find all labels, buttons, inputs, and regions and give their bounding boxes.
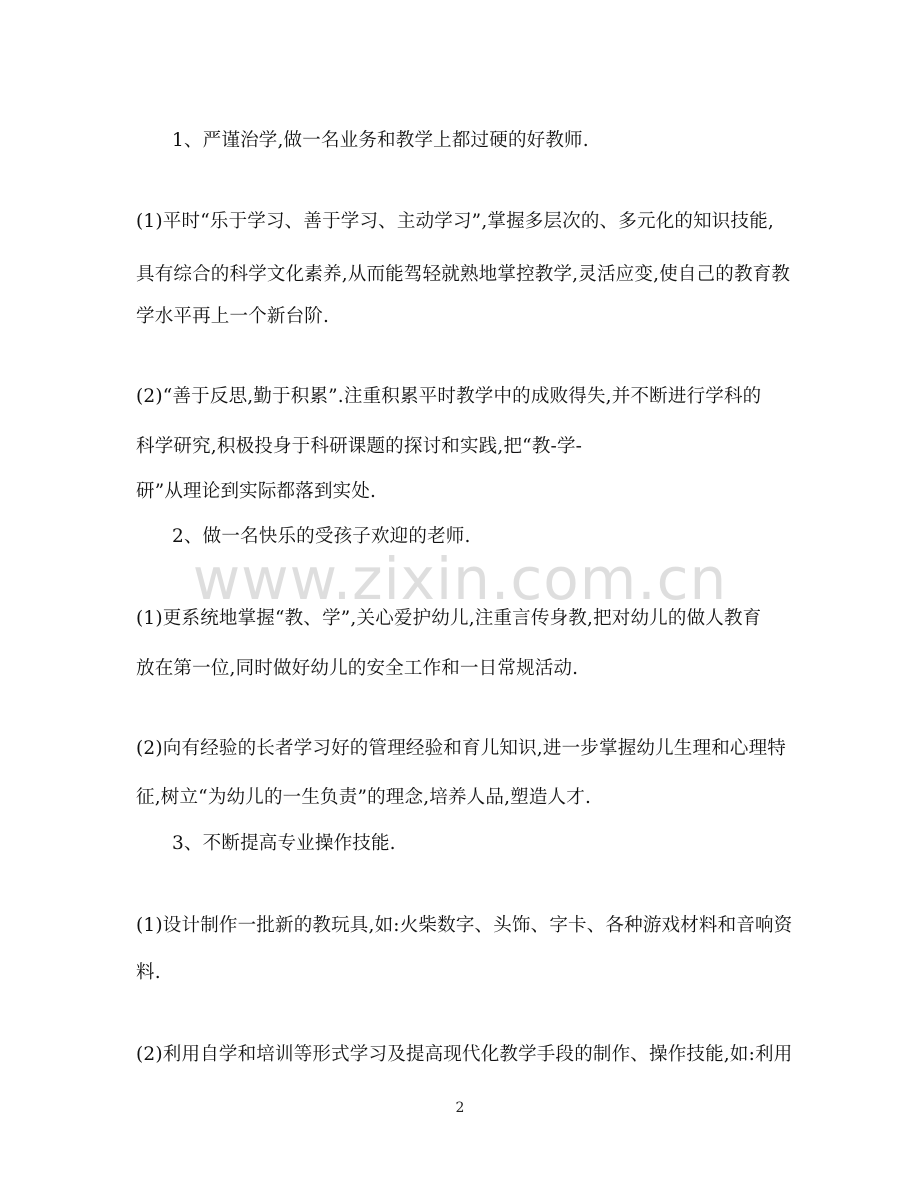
paragraph-line: 放在第一位,同时做好幼儿的安全工作和一日常规活动. bbox=[136, 658, 579, 679]
paragraph-line: (2)向有经验的长者学习好的管理经验和育儿知识,进一步掌握幼儿生理和心理特 bbox=[136, 738, 786, 759]
watermark: www.zixin.com.cn bbox=[192, 545, 728, 613]
paragraph-line: (2)利用自学和培训等形式学习及提高现代化教学手段的制作、操作技能,如:利用 bbox=[136, 1044, 793, 1065]
paragraph-line: 科学研究,积极投身于科研课题的探讨和实践,把“教-学- bbox=[136, 436, 583, 457]
paragraph-line: 具有综合的科学文化素养,从而能驾轻就熟地掌控教学,灵活应变,使自己的教育教 bbox=[136, 264, 791, 285]
paragraph-line: (1)更系统地掌握“教、学”,关心爱护幼儿,注重言传身教,把对幼儿的做人教育 bbox=[136, 608, 762, 629]
paragraph-line: (2)“善于反思,勤于积累”.注重积累平时教学中的成败得失,并不断进行学科的 bbox=[136, 386, 762, 407]
paragraph-line: (1)设计制作一批新的教玩具,如:火柴数字、头饰、字卡、各种游戏材料和音响资 bbox=[136, 915, 793, 936]
heading-1: 1、严谨治学,做一名业务和教学上都过硬的好教师. bbox=[172, 130, 589, 151]
heading-3: 3、不断提高专业操作技能. bbox=[172, 833, 396, 854]
paragraph-line: (1)平时“乐于学习、善于学习、主动学习”,掌握多层次的、多元化的知识技能, bbox=[136, 211, 774, 232]
paragraph-line: 料. bbox=[136, 962, 161, 983]
paragraph-line: 研”从理论到实际都落到实处. bbox=[136, 481, 377, 502]
heading-2: 2、做一名快乐的受孩子欢迎的老师. bbox=[172, 526, 471, 547]
page-number: 2 bbox=[455, 1100, 465, 1116]
paragraph-line: 征,树立“为幼儿的一生负责”的理念,培养人品,塑造人才. bbox=[136, 787, 592, 808]
paragraph-line: 学水平再上一个新台阶. bbox=[136, 306, 330, 327]
